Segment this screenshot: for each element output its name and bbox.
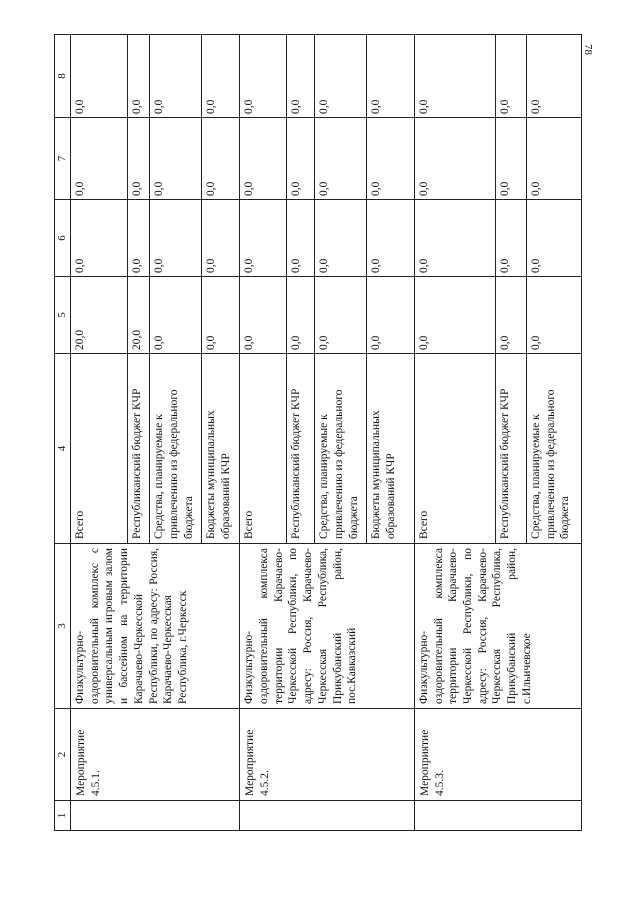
event-description: Физкультурно-оздоровительный комплекса территории Карачаево-Черкесской Республики, по адресу: Россия, Карачаево-Черкесская Республика, Прикубанский район, с.Ильичевское [414,544,581,709]
rotated-table-container [54,35,582,831]
value-cell: 0,0 [71,35,128,118]
value-cell: 0,0 [414,118,495,200]
value-cell: 0,0 [286,35,315,118]
event-id: Мероприятие 4.5.1. [71,709,240,801]
value-cell: 0,0 [128,35,150,118]
value-cell: 0,0 [526,200,581,277]
funding-source: Средства, планируемые к привлечению из федерального бюджета [315,354,367,544]
column-header: 2 [55,709,71,801]
value-cell: 0,0 [240,118,287,200]
value-cell: 0,0 [286,277,315,354]
value-cell: 20,0 [71,277,128,354]
value-cell: 0,0 [150,118,202,200]
funding-source: Бюджеты муниципальных образований КЧР [202,354,240,544]
value-cell: 0,0 [496,277,527,354]
value-cell: 0,0 [315,118,367,200]
funding-source: Республиканский бюджет КЧР [286,354,315,544]
funding-source: Республиканский бюджет КЧР [496,354,527,544]
column-header: 6 [55,200,71,277]
value-cell: 0,0 [128,118,150,200]
value-cell: 0,0 [71,118,128,200]
value-cell: 0,0 [414,200,495,277]
event-description: Физкультурно-оздоровительный комплекс с универсальным игровым залом и бассейном на территории Карачаево-Черкесской Республики, по адресу: Россия, Карачаево-Черкесская Республика, г.Черкесск [71,544,240,709]
column-header: 5 [55,277,71,354]
value-cell: 0,0 [71,200,128,277]
table-row [240,35,287,831]
budget-table [54,34,582,831]
event-id: Мероприятие 4.5.3. [414,709,581,801]
empty-cell [71,801,240,831]
value-cell: 0,0 [150,200,202,277]
value-cell: 0,0 [315,200,367,277]
value-cell: 0,0 [202,35,240,118]
column-header: 7 [55,118,71,200]
value-cell: 0,0 [286,118,315,200]
value-cell: 0,0 [526,35,581,118]
value-cell: 0,0 [286,200,315,277]
value-cell: 0,0 [128,200,150,277]
page-number: 78 [582,44,594,55]
value-cell: 0,0 [150,35,202,118]
value-cell: 0,0 [240,200,287,277]
value-cell: 0,0 [202,200,240,277]
table-row [414,35,495,831]
funding-source: Всего [240,354,287,544]
funding-source: Всего [71,354,128,544]
empty-cell [240,801,415,831]
column-header: 1 [55,801,71,831]
funding-source: Бюджеты муниципальных образований КЧР [367,354,415,544]
value-cell: 0,0 [315,35,367,118]
value-cell: 0,0 [202,277,240,354]
value-cell: 0,0 [150,277,202,354]
value-cell: 0,0 [315,277,367,354]
value-cell: 0,0 [367,200,415,277]
funding-source: Республиканский бюджет КЧР [128,354,150,544]
value-cell: 0,0 [496,35,527,118]
funding-source: Средства, планируемые к привлечению из федерального бюджета [526,354,581,544]
column-header: 8 [55,35,71,118]
funding-source: Всего [414,354,495,544]
funding-source: Средства, планируемые к привлечению из федерального бюджета [150,354,202,544]
value-cell: 0,0 [496,200,527,277]
column-header: 3 [55,544,71,709]
value-cell: 0,0 [202,118,240,200]
empty-cell [414,801,581,831]
value-cell: 0,0 [414,277,495,354]
value-cell: 0,0 [496,118,527,200]
event-description: Физкультурно-оздоровительный комплекса территории Карачаево-Черкесской Республики, по адресу: Россия, Карачаево-Черкесская Республика, Прикубанский район, пос.Кавказский [240,544,415,709]
value-cell: 20,0 [128,277,150,354]
header-row [55,35,71,831]
value-cell: 0,0 [526,118,581,200]
value-cell: 0,0 [367,35,415,118]
table-row [71,35,128,831]
value-cell: 0,0 [367,118,415,200]
value-cell: 0,0 [240,35,287,118]
value-cell: 0,0 [240,277,287,354]
event-id: Мероприятие 4.5.2. [240,709,415,801]
column-header: 4 [55,354,71,544]
value-cell: 0,0 [526,277,581,354]
value-cell: 0,0 [367,277,415,354]
value-cell: 0,0 [414,35,495,118]
